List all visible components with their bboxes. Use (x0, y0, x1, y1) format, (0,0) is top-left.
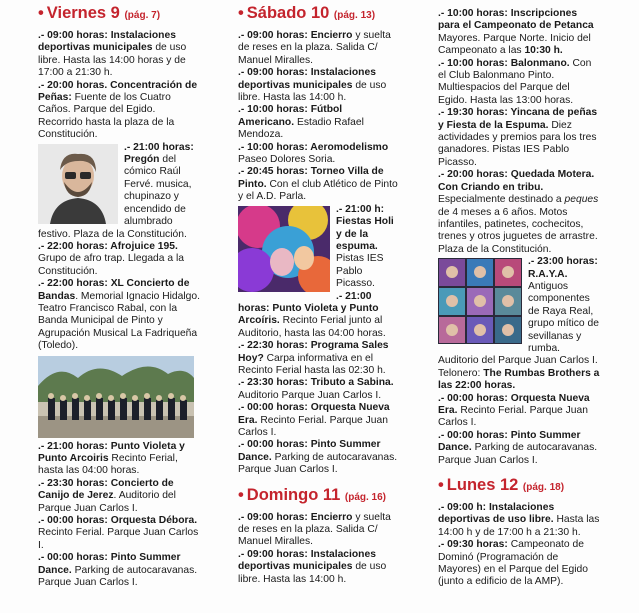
event-item: .- 20:00 horas. Concentración de Peñas: Fuente de los Cuatro Caños. Parque del Egido. Recorrido hasta la plaza de la Constitución. (38, 79, 198, 141)
event-item: .- 20:00 horas: Quedada Motera. Con Criando en tribu. Especialmente destinado a peques de 4 meses a 6 años. Motos infantiles, patinetes, cochecitos, trenes y otros juguetes de arrastre. Plaza de la Constitución. (438, 169, 599, 255)
event-item: .- 00:00 horas: Orquesta Nueva Era. Recinto Ferial. Parque Juan Carlos I. (238, 402, 390, 438)
day-heading-sunday: • Domingo 11 (pág. 16) (238, 485, 387, 504)
page-ref: (pág. 18) (522, 482, 565, 494)
event-item: .- 09:00 h: Instalaciones deportivas de uso libre. Hasta las 14:00 h y de 17:00 h a 21:30 h. (438, 502, 600, 538)
day-name: Domingo 11 (246, 485, 341, 504)
event-item: .- 21:00 horas: Pregón del cómico Raúl Fervé. musica, chupinazo y encendido de alumbrado festivo. Plaza de la Constitución. (38, 141, 194, 240)
day-name: Sábado 10 (246, 4, 330, 22)
event-item: .- 21:00 horas: Punto Violeta y Punto Arcoíris. Recinto Ferial junto al Auditorio, hasta las 04:00 horas. (238, 290, 386, 339)
event-item: .- 22:00 horas: Afrojuice 195. Grupo de afro trap. Llegada a la Constitución. (38, 240, 184, 277)
event-item: .- 00:00 horas: Pinto Summer Dance. Parking de autocaravanas. Parque Juan Carlos I. (438, 429, 598, 466)
day-heading-saturday: • Sábado 10 (pág. 13) (238, 4, 376, 22)
event-item: .- 21:00 h: Fiestas Holi y de la espuma. Pistas IES Pablo Picasso. (336, 203, 394, 290)
page-ref: (pág. 13) (333, 10, 376, 21)
day-name: Lunes 12 (446, 476, 519, 495)
column-saturday (238, 0, 398, 586)
event-item: .- 19:30 horas: Yincana de peñas y Fiesta de la Espuma. Diez actividades y premios para los tres ganadores. Pistas IES Pablo Picasso. (438, 107, 598, 168)
event-item: .- 09:00 horas: Instalaciones deportivas municipales de uso libre. Hasta las 14:00 horas y de 17:00 a 21:30 h. (38, 30, 187, 79)
event-item: .- 00:00 horas: Pinto Summer Dance. Parking de autocaravanas. Parque Juan Carlos I. (238, 439, 398, 476)
event-item: .- 00:00 horas: Orquesta Nueva Era. Recinto Ferial. Parque Juan Carlos I. (438, 392, 590, 429)
raya-band-photo (438, 258, 522, 344)
event-item: .- 09:30 horas: Campeonato de Dominó (Programación de Mayores) en el Parque del Egido (junto a edificio de la AMP). (438, 539, 588, 588)
holi-photo (238, 206, 330, 292)
event-item: .- 23:30 horas: Tributo a Sabina. Auditorio Parque Juan Carlos I. (238, 377, 394, 401)
event-item: .- 23:00 horas: R.A.Y.A. Antiguos componentes de Raya Real, grupo mítico de sevillanas y rumba. Auditorio del Parque Juan Carlos I. Telonero: The Rumbas Brothers a las 22:00 horas. (438, 256, 600, 392)
event-item: .- 10:00 horas: Inscripciones para el Campeonato de Petanca Mayores. Parque Norte. Inicio del Campeonato a las 10:30 h. (438, 8, 594, 57)
page-ref: (pág. 7) (124, 10, 161, 21)
event-item: .- 09:00 horas: Instalaciones deportivas municipales de uso libre. Hasta las 14:00 h. (238, 67, 387, 104)
event-item: .- 09:00 horas: Encierro y suelta de reses en la plaza. Salida C/ Manuel Miralles. (238, 30, 391, 66)
column-saturday-cont (438, 8, 600, 589)
event-item: .- 10:00 horas: Fútbol Americano. Estadio Rafael Mendoza. (238, 104, 364, 141)
event-item: .- 23:30 horas: Concierto de Canijo de Jerez. Auditorio del Parque Juan Carlos I. (38, 477, 176, 514)
event-item: .- 10:00 horas: Aeromodelismo Paseo Dolores Soria. (238, 141, 389, 166)
event-item: .- 22:30 horas: Programa Sales Hoy? Carpa informativa en el Recinto Ferial hasta las 02:30 h. (238, 340, 389, 376)
day-name: Viernes 9 (46, 4, 120, 22)
event-item: .- 09:00 horas: Instalaciones deportivas municipales de uso libre. Hasta las 14:00 h. (238, 548, 387, 585)
column-friday (38, 0, 200, 589)
event-item: .- 20:45 horas: Torneo Villa de Pinto. Con el club Atlético de Pinto y el A.D. Parla. (238, 166, 398, 203)
band-photo (38, 356, 194, 438)
page-ref: (pág. 16) (344, 491, 387, 503)
event-item: .- 21:00 horas: Punto Violeta y Punto Arcoiris Recinto Ferial, hasta las 04:00 horas. (38, 440, 185, 477)
day-heading-monday: • Lunes 12 (pág. 18) (438, 476, 565, 495)
event-item: .- 22:00 horas: XL Concierto de Bandas. Memorial Ignacio Hidalgo. Teatro Francisco Rabal, con la Banda Municipal de Pinto y Agrupación Musical La Fadriqueña (Toledo). (38, 278, 200, 352)
event-item: .- 10:00 horas: Balonmano. Con el Club Balonmano Pinto. Multiespacios del Parque del Egido. Hasta las 13:00 horas. (438, 57, 592, 106)
day-heading-friday: • Viernes 9 (pág. 7) (38, 4, 161, 22)
event-item: .- 09:00 horas: Encierro y suelta de reses en la plaza. Salida C/ Manuel Miralles. (238, 511, 391, 548)
event-item: .- 00:00 horas: Orquesta Débora. Recinto Ferial. Parque Juan Carlos I. (38, 515, 199, 551)
event-item: .- 00:00 horas: Pinto Summer Dance. Parking de autocaravanas. Parque Juan Carlos I. (38, 552, 198, 589)
comedian-photo (38, 144, 118, 224)
